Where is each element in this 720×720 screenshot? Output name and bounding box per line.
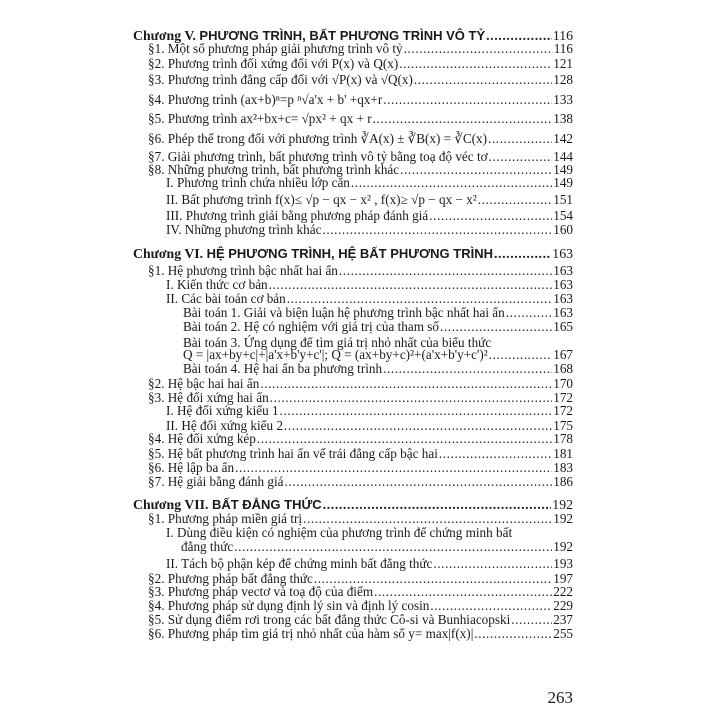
page-ref: 163 (553, 305, 573, 320)
dot-leader (488, 131, 552, 147)
page-ref: 116 (553, 41, 573, 56)
entry-title: §6. Hệ lập ba ẩn (148, 460, 235, 475)
page-ref: 192 (553, 511, 573, 526)
toc-entry (166, 192, 573, 208)
page-ref: 255 (553, 626, 573, 641)
entry-title: §2. Phương pháp bất đẳng thức (148, 571, 313, 586)
entry-title: §4. Phương trình (ax+b)ⁿ=p ⁿ√a'x + b' +qx+r (148, 92, 383, 107)
page-ref: 183 (553, 460, 573, 475)
dot-leader (433, 556, 552, 572)
entry-title: §3. Phương trình đẳng cấp đối với √P(x) và √Q(x) (148, 72, 413, 87)
toc-entry (183, 319, 573, 335)
toc-entry (148, 41, 573, 57)
toc-entry (148, 56, 573, 72)
page-ref: 121 (553, 56, 573, 71)
toc-entry (166, 222, 573, 238)
page-ref: 149 (553, 162, 573, 177)
entry-title: §3. Hệ đối xứng hai ẩn (148, 390, 269, 405)
entry-title: II. Hệ đối xứng kiểu 2 (166, 418, 284, 433)
dot-leader (440, 319, 552, 335)
page-ref: 197 (553, 571, 573, 586)
dot-leader (383, 361, 552, 377)
toc-entry (166, 403, 573, 419)
page-ref: 192 (552, 497, 573, 512)
entry-title: §4. Phương pháp sử dụng định lý sin và định lý cosin (148, 598, 430, 613)
page-ref: 168 (553, 361, 573, 376)
dot-leader (322, 222, 552, 238)
entry-title: II. Tách bộ phận kép để chứng minh bất đẳng thức (166, 556, 433, 571)
chapter-entry (133, 246, 573, 262)
page-ref: 193 (553, 556, 573, 571)
chapter-title: PHƯƠNG TRÌNH, BẤT PHƯƠNG TRÌNH VÔ TỶ (199, 28, 486, 43)
page-ref: 222 (553, 584, 573, 599)
entry-title: §5. Sử dụng điểm rơi trong các bất đẳng thức Cô-si và Bunhiacopski (148, 612, 511, 627)
page-ref: 163 (553, 277, 573, 292)
entry-title: §8. Những phương trình, bất phương trình khác (148, 162, 400, 177)
page-ref: 178 (553, 431, 573, 446)
entry-title: Bài toán 4. Hệ hai ẩn ba phương trình (183, 361, 383, 376)
page-number: 263 (547, 688, 573, 707)
dot-leader (478, 192, 552, 208)
entry-title: §2. Hệ bậc hai hai ẩn (148, 376, 260, 391)
entry-title: §7. Hệ giải bằng đánh giá (148, 474, 284, 489)
entry-title: Bài toán 2. Hệ có nghiệm với giá trị của tham số (183, 319, 440, 334)
toc-entry (181, 539, 573, 555)
entry-title: §1. Hệ phương trình bậc nhất hai ẩn (148, 263, 338, 278)
page-ref: 181 (553, 446, 573, 461)
dot-leader (280, 403, 553, 419)
dot-leader (285, 474, 553, 490)
toc-entry (148, 131, 573, 147)
page-ref: 172 (553, 403, 573, 418)
page-ref: 142 (553, 131, 573, 146)
page-ref: 163 (553, 263, 573, 278)
page-ref: 128 (553, 72, 573, 87)
toc-entry (166, 175, 573, 191)
entry-title: §2. Phương trình đối xứng đối với P(x) và Q(x) (148, 56, 399, 71)
chapter-heading (133, 246, 493, 262)
entry-title: Bài toán 3. Ứng dụng để tìm giá trị nhỏ nhất của biểu thức (183, 335, 492, 350)
page-ref: 116 (552, 28, 573, 43)
dot-leader (399, 56, 552, 72)
entry-title: Q = |ax+by+c|+|a'x+b'y+c'|; Q = (ax+by+c)²+(a'x+b'y+c')² (183, 347, 488, 362)
dot-leader (351, 175, 552, 191)
toc-entry (148, 72, 573, 88)
page-ref: 170 (553, 376, 573, 391)
page-ref: 154 (553, 208, 573, 223)
chapter-title: HỆ PHƯƠNG TRÌNH, HỆ BẤT PHƯƠNG TRÌNH (206, 246, 493, 261)
toc-entry (148, 111, 573, 127)
toc-entry (148, 474, 573, 490)
page-ref: 175 (553, 418, 573, 433)
page-ref: 167 (553, 347, 573, 362)
page-ref: 133 (553, 92, 573, 107)
page-ref: 192 (553, 539, 573, 554)
dot-leader (383, 92, 552, 108)
page-ref: 163 (553, 291, 573, 306)
chapter-title: BẤT ĐẲNG THỨC (211, 497, 322, 512)
entry-title: IV. Những phương trình khác (166, 222, 322, 237)
dot-leader (257, 431, 552, 447)
page-ref: 186 (553, 474, 573, 489)
page-ref: 144 (553, 149, 573, 164)
chapter-label: Chương VII. (133, 497, 209, 512)
dot-leader (494, 246, 551, 262)
dot-leader (234, 539, 552, 555)
chapter-label: Chương V. (133, 28, 196, 43)
entry-title: III. Phương trình giải bằng phương pháp đánh giá (166, 208, 429, 223)
entry-title: §5. Hệ bất phương trình hai ẩn vế trái đẳng cấp bậc hai (148, 446, 438, 461)
page-ref: 165 (553, 319, 573, 334)
page-ref: 163 (552, 246, 573, 261)
toc-entry (148, 626, 573, 642)
toc-entry (148, 431, 573, 447)
page-ref: 160 (553, 222, 573, 237)
entry-title: §6. Phép thế trong đối với phương trình ∛A(x) ± ∛B(x) = ∛C(x) (148, 131, 487, 146)
page-ref: 151 (553, 192, 573, 207)
dot-leader (414, 72, 552, 88)
dot-leader (373, 111, 553, 127)
page-ref: 237 (553, 612, 573, 627)
entry-title: I. Hệ đối xứng kiểu 1 (166, 403, 279, 418)
dot-leader (404, 41, 553, 57)
entry-title: §7. Giải phương trình, bất phương trình vô tỷ bằng toạ độ véc tơ (148, 149, 488, 164)
page-ref: 138 (553, 111, 573, 126)
dot-leader (474, 626, 552, 642)
chapter-label: Chương VI. (133, 246, 204, 261)
page-ref: 149 (553, 175, 573, 190)
entry-title: II. Các bài toán cơ bản (166, 291, 286, 306)
entry-title: §1. Một số phương pháp giải phương trình vô tỷ (148, 41, 403, 56)
entry-title: Bài toán 1. Giải và biện luận hệ phương trình bậc nhất hai ẩn (183, 305, 505, 320)
entry-title: §1. Phương pháp miền giá trị (148, 511, 303, 526)
entry-title: §3. Phương pháp vectơ và toạ độ của điểm (148, 584, 374, 599)
entry-title: I. Dùng điều kiện có nghiệm của phương trình để chứng minh bất (166, 525, 513, 540)
entry-title: §6. Phương pháp tìm giá trị nhỏ nhất của hàm số y= max|f(x)| (148, 626, 474, 641)
page-ref: 172 (553, 390, 573, 405)
toc-entry (148, 92, 573, 108)
entry-title: I. Phương trình chứa nhiều lớp căn (166, 175, 350, 190)
toc-entry (183, 361, 573, 377)
entry-title: I. Kiến thức cơ bản (166, 277, 268, 292)
page-ref: 229 (553, 598, 573, 613)
toc-entry (166, 556, 573, 572)
entry-title: II. Bất phương trình f(x)≤ √p − qx − x² , f(x)≥ √p − qx − x² (166, 192, 477, 207)
entry-title: §4. Hệ đối xứng kép (148, 431, 256, 446)
entry-title: đẳng thức (181, 539, 234, 554)
entry-title: §5. Phương trình ax²+bx+c= √px² + qx + r (148, 111, 372, 126)
